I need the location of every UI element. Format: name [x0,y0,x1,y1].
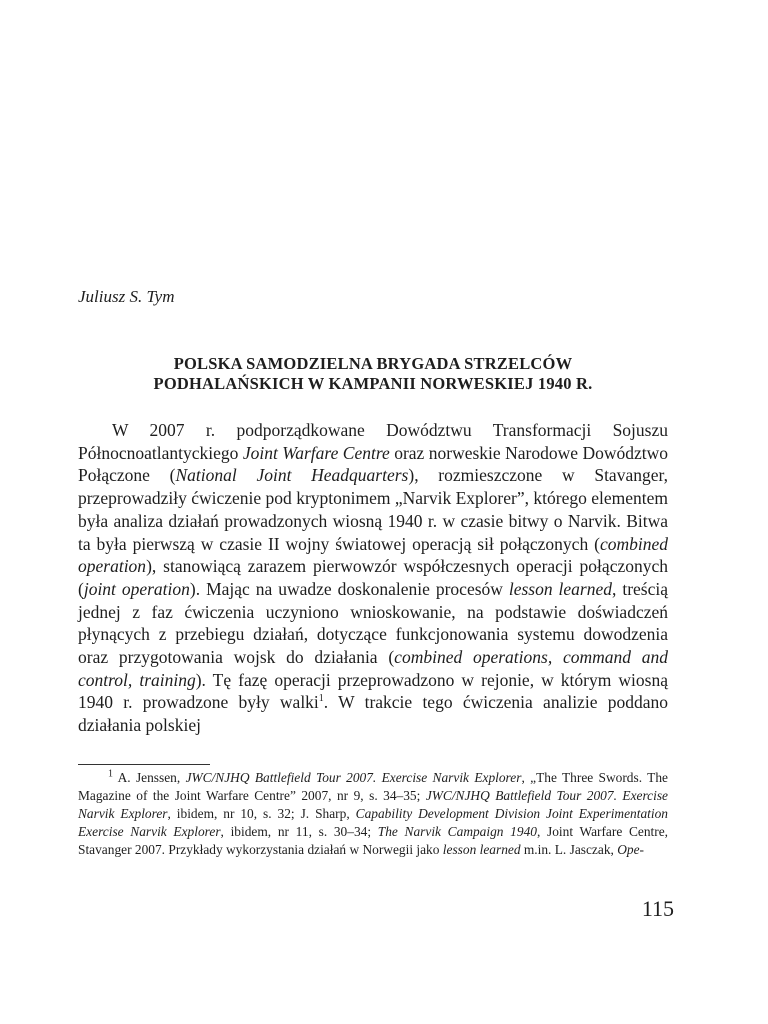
body-text-run: W 2007 r. podporządkowane Dowództwu Transformacji Sojuszu Północnoatlantyckiego [78,420,668,463]
article-title [78,354,668,394]
footnote-reference[interactable]: 1 [318,693,324,705]
footnote-text-run: A. Jenssen, [113,770,186,785]
body-italic-run: joint operation [83,578,190,599]
body-text-run: ), rozmieszczone w Stavanger, przeprowadziły ćwiczenie pod kryptonimem „Narvik Explorer”, którego elementem była analiza działań prowadzonych wiosną 1940 r. w czasie bitwy o Narvik. Bitwa ta była pierwszą w czasie II wojny światowej operacją sił połączonych ( [78,465,668,554]
body-text-run: , treścią jednej z faz ćwiczenia uczyniono wnioskowanie, na podstawie doświadczeń płynących z przebiegu działań, dotyczące funkcjonowania systemu dowodzenia oraz przygotowania wojsk do działania ( [78,578,668,668]
footnote-italic-run: JWC/NJHQ Battlefield Tour 2007. Exercise Narvik Explorer [78,788,668,821]
author-name: Juliusz S. Tym [78,287,175,306]
body-italic-run: National Joint Headquarters [175,465,409,486]
body-text-run: ). Mając na uwadze doskonalenie procesów [189,578,509,599]
footnote-italic-run: The Narvik Campaign 1940 [377,824,537,839]
body-text-run: ). Tę fazę operacji przeprowadzono w rejonie, w którym wiosną 1940 r. prowadzone były walki [78,669,668,713]
footnote-number: 1 [108,768,113,780]
body-text-run: . W trakcie tego ćwiczenia analizie poddano działania polskiej [78,692,668,736]
footnote-italic-run: JWC/NJHQ Battlefield Tour 2007. Exercise Narvik Explorer [185,770,522,785]
body-italic-run: Joint Warfare Centre [242,442,390,463]
footnote-text-run: , „The Three Swords. The Magazine of the Joint Warfare Centre” 2007, nr 9, s. 34–35; [78,770,668,803]
body-paragraph [78,419,668,737]
footnote-italic-run: Ope- [617,842,644,857]
body-italic-run: combined operation [78,533,668,577]
body-text-run: oraz norweskie Narodowe Dowództwo Połączone ( [78,442,668,486]
footnote-italic-run: Capability Development Division Joint Experimentation Exercise Narvik Explorer [78,806,668,839]
footnote-text-run: , ibidem, nr 10, s. 32; J. Sharp, [167,806,356,821]
footnote [78,769,668,859]
footnote-text-run: m.in. L. Jasczak, [520,842,618,857]
footnote-separator [78,764,210,765]
page-number: 115 [641,896,674,921]
footnote-text-run: , Joint Warfare Centre, Stavanger 2007. Przykłady wykorzystania działań w Norwegii jako [78,824,669,857]
article-title-line-2: PODHALAŃSKICH W KAMPANII NORWESKIEJ 1940 R. [153,374,593,393]
body-italic-run: combined operations, command and control, training [78,647,668,690]
body-text-run: ), stanowiącą zarazem pierwowzór współczesnych operacji połączonych ( [78,556,668,599]
footnote-italic-run: lesson learned [442,842,521,857]
article-title-line-1: POLSKA SAMODZIELNA BRYGADA STRZELCÓW [173,354,573,373]
footnote-text-run: , ibidem, nr 11, s. 30–34; [220,824,378,839]
body-italic-run: lesson learned [508,578,613,599]
